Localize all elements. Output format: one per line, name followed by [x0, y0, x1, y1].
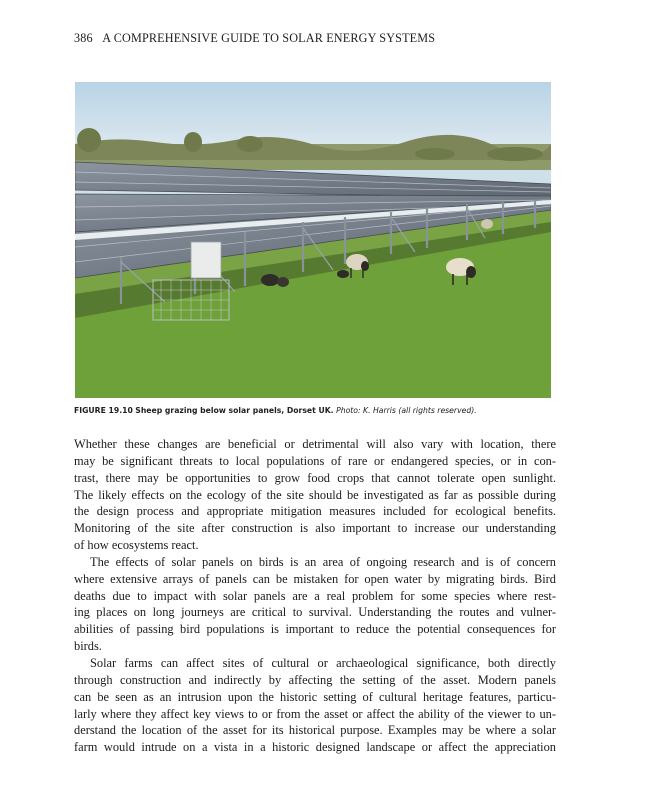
photo-credit: Photo: K. Harris (all rights reserved). — [336, 406, 477, 415]
sheep-solar-panels-photo — [75, 82, 551, 398]
text-line: trast, there may be opportunities to grow food crops that cannot tolerate open sunlight. — [74, 470, 556, 485]
text-line: The effects of solar panels on birds is an area of ongoing research and is of concern — [90, 554, 556, 569]
figure-caption — [74, 406, 554, 415]
text-line: where extensive arrays of panels can be mistaken for open water by migrating birds. Bird — [74, 571, 556, 586]
text-line: may be significant threats to local populations of rare or endangered species, or in con- — [74, 453, 556, 468]
figure-label: FIGURE 19.10 — [74, 406, 133, 415]
paragraph — [74, 655, 556, 756]
paragraph — [74, 436, 556, 554]
text-line: can be seen as an intrusion upon the historic setting of cultural heritage features, particu- — [74, 689, 556, 704]
text-line: derstand the location of the asset for its historical purpose. Examples may be where a solar — [74, 723, 556, 738]
text-line: ing places on long journeys are critical to survival. Understanding the routes and vulner- — [74, 605, 556, 620]
body-text — [74, 436, 556, 756]
book-title: A COMPREHENSIVE GUIDE TO SOLAR ENERGY SYSTEMS — [102, 31, 436, 45]
text-line: the design process and appropriate mitigation measures included for ecological benefits. — [74, 504, 556, 519]
text-line: through construction and indirectly by affecting the setting of the asset. Modern panels — [74, 672, 556, 687]
page-number: 386 — [74, 31, 93, 45]
paragraph — [74, 554, 556, 655]
text-line: Whether these changes are beneficial or detrimental will also vary with location, there — [74, 437, 556, 451]
text-line: Monitoring of the site after construction is also important to increase our understanding — [74, 521, 556, 536]
text-line: larly where they affect key views to or from the asset or affect the ability of the viewer to un- — [74, 706, 556, 721]
text-line: deaths due to impact with solar panels are a real problem for some species where rest- — [74, 588, 556, 603]
text-line: of how ecosystems react. — [74, 538, 199, 553]
text-line: farm would intrude on a vista in a historic designed landscape or affect the appreciation — [74, 740, 556, 755]
text-line: Solar farms can affect sites of cultural or archaeological significance, both directly — [90, 655, 556, 670]
figure-caption-text: Sheep grazing below solar panels, Dorset UK. — [135, 406, 334, 415]
text-line: The likely effects on the ecology of the site should be investigated as far as possible during — [74, 487, 556, 502]
running-head — [74, 31, 574, 46]
figure-photo — [75, 82, 551, 398]
text-line: abilities of passing bird populations is important to reduce the potential consequences for — [74, 622, 556, 637]
text-line: birds. — [74, 639, 102, 654]
